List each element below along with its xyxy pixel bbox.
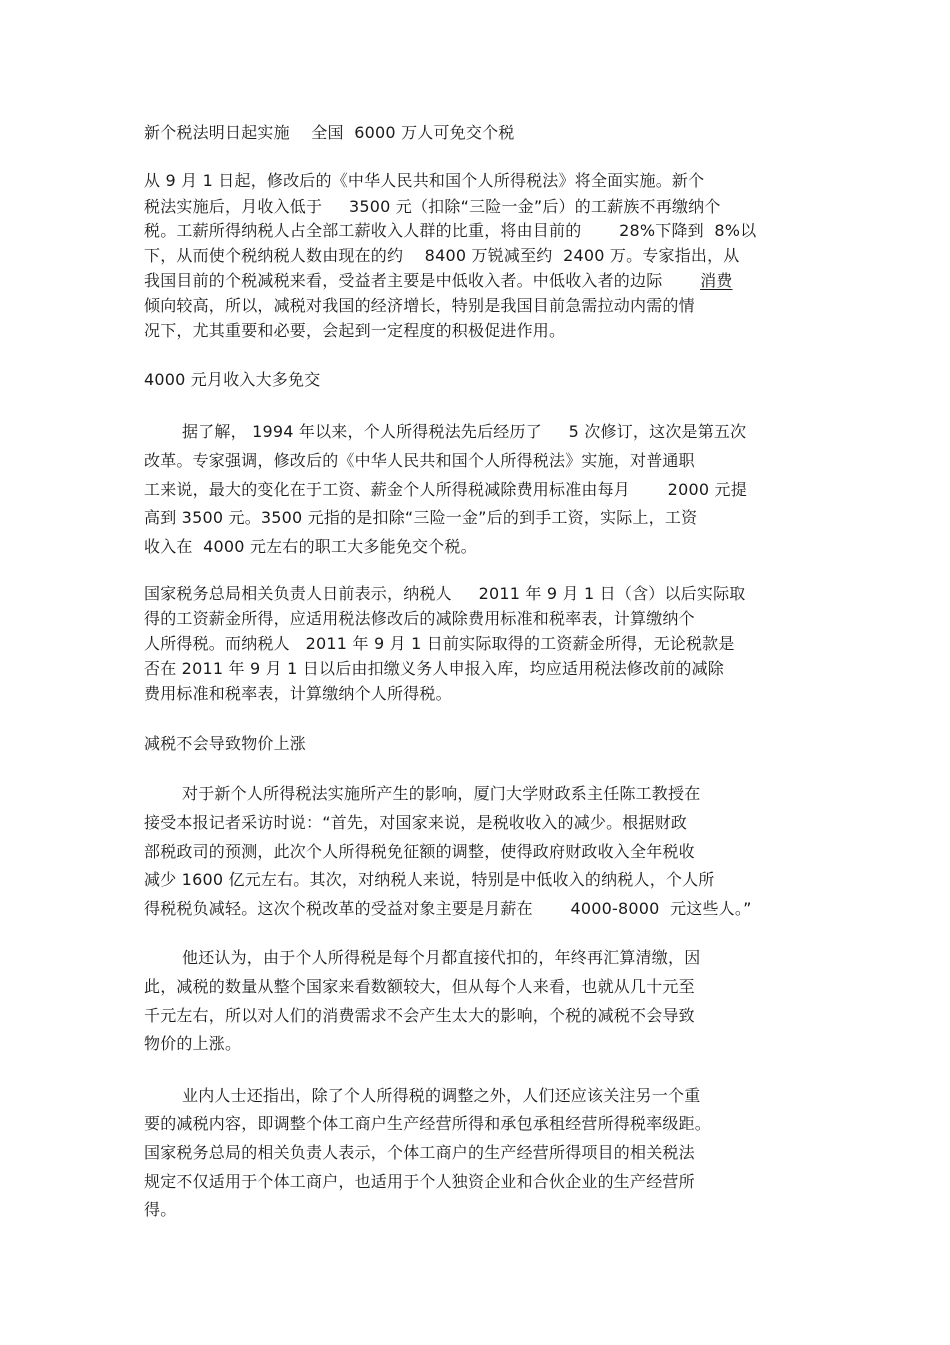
section-heading-income: 4000 元月收入大多免交	[144, 370, 321, 389]
paragraph-1-line-5-text: 我国目前的个税减税来看，受益者主要是中低收入者。中低收入者的边际	[144, 271, 701, 290]
paragraph-1-line-1: 从 9 月 1 日起，修改后的《中华人民共和国个人所得税法》将全面实施。新个	[144, 171, 705, 190]
article-title: 新个税法明日起实施 全国 6000 万人可免交个税	[144, 123, 515, 142]
paragraph-6-line-4: 规定不仅适用于个体工商户，也适用于个人独资企业和合伙企业的生产经营所	[144, 1172, 695, 1191]
paragraph-3-line-2: 得的工资薪金所得，应适用税法修改后的减除费用标准和税率表，计算缴纳个	[144, 609, 695, 628]
paragraph-3-line-5: 费用标准和税率表，计算缴纳个人所得税。	[144, 684, 452, 703]
paragraph-3-line-4: 否在 2011 年 9 月 1 日以后由扣缴义务人申报入库，均应适用税法修改前的减除	[144, 659, 724, 678]
paragraph-2-line-4: 高到 3500 元。3500 元指的是扣除“三险一金”后的到手工资，实际上，工资	[144, 508, 698, 527]
paragraph-4-line-5: 得税税负减轻。这次个税改革的受益对象主要是月薪在 4000-8000 元这些人。”	[144, 899, 752, 918]
paragraph-6-line-3: 国家税务总局的相关负责人表示，个体工商户的生产经营所得项目的相关税法	[144, 1143, 695, 1162]
paragraph-1-line-5	[144, 270, 733, 292]
paragraph-1-line-7: 况下，尤其重要和必要，会起到一定程度的积极促进作用。	[144, 321, 566, 340]
paragraph-6-line-2: 要的减税内容，即调整个体工商户生产经营所得和承包承租经营所得税率级距。	[144, 1114, 712, 1133]
paragraph-5-line-4: 物价的上涨。	[144, 1034, 242, 1053]
paragraph-6-line-1: 业内人士还指出，除了个人所得税的调整之外，人们还应该关注另一个重	[182, 1086, 701, 1105]
paragraph-5-line-3: 千元左右，所以对人们的消费需求不会产生太大的影响，个税的减税不会导致	[144, 1006, 695, 1025]
paragraph-6-line-5: 得。	[144, 1200, 177, 1219]
paragraph-1-line-4: 下，从而使个税纳税人数由现在的约 8400 万锐减至约 2400 万。专家指出，从	[144, 246, 740, 265]
paragraph-4-line-1: 对于新个人所得税法实施所产生的影响，厦门大学财政系主任陈工教授在	[182, 784, 701, 803]
paragraph-1-line-6: 倾向较高，所以，减税对我国的经济增长，特别是我国目前急需拉动内需的情	[144, 296, 695, 315]
consumption-link[interactable]: 消费	[700, 271, 733, 290]
paragraph-4-line-4: 减少 1600 亿元左右。其次，对纳税人来说，特别是中低收入的纳税人，个人所	[144, 870, 715, 889]
paragraph-4-line-3: 部税政司的预测，此次个人所得税免征额的调整，使得政府财政收入全年税收	[144, 842, 695, 861]
paragraph-2-line-2: 改革。专家强调，修改后的《中华人民共和国个人所得税法》实施，对普通职	[144, 451, 695, 470]
paragraph-1-line-2: 税法实施后，月收入低于 3500 元（扣除“三险一金”后）的工薪族不再缴纳个	[144, 197, 721, 216]
paragraph-3-line-1: 国家税务总局相关负责人日前表示，纳税人 2011 年 9 月 1 日（含）以后实际取	[144, 584, 746, 603]
paragraph-5-line-2: 此，减税的数量从整个国家来看数额较大，但从每个人来看，也就从几十元至	[144, 977, 695, 996]
paragraph-2-line-3: 工来说，最大的变化在于工资、薪金个人所得税减除费用标准由每月 2000 元提	[144, 480, 747, 499]
paragraph-2-line-5: 收入在 4000 元左右的职工大多能免交个税。	[144, 537, 477, 556]
paragraph-1-line-3: 税。工薪所得纳税人占全部工薪收入人群的比重，将由目前的 28%下降到 8%以	[144, 221, 757, 240]
section-heading-prices: 减税不会导致物价上涨	[144, 734, 307, 753]
paragraph-5-line-1: 他还认为，由于个人所得税是每个月都直接代扣的，年终再汇算清缴，因	[182, 948, 701, 967]
paragraph-4-line-2: 接受本报记者采访时说：“首先，对国家来说，是税收收入的减少。根据财政	[144, 813, 688, 832]
paragraph-2-line-1: 据了解， 1994 年以来，个人所得税法先后经历了 5 次修订，这次是第五次	[182, 422, 747, 441]
paragraph-3-line-3: 人所得税。而纳税人 2011 年 9 月 1 日前实际取得的工资薪金所得，无论税款是	[144, 634, 735, 653]
